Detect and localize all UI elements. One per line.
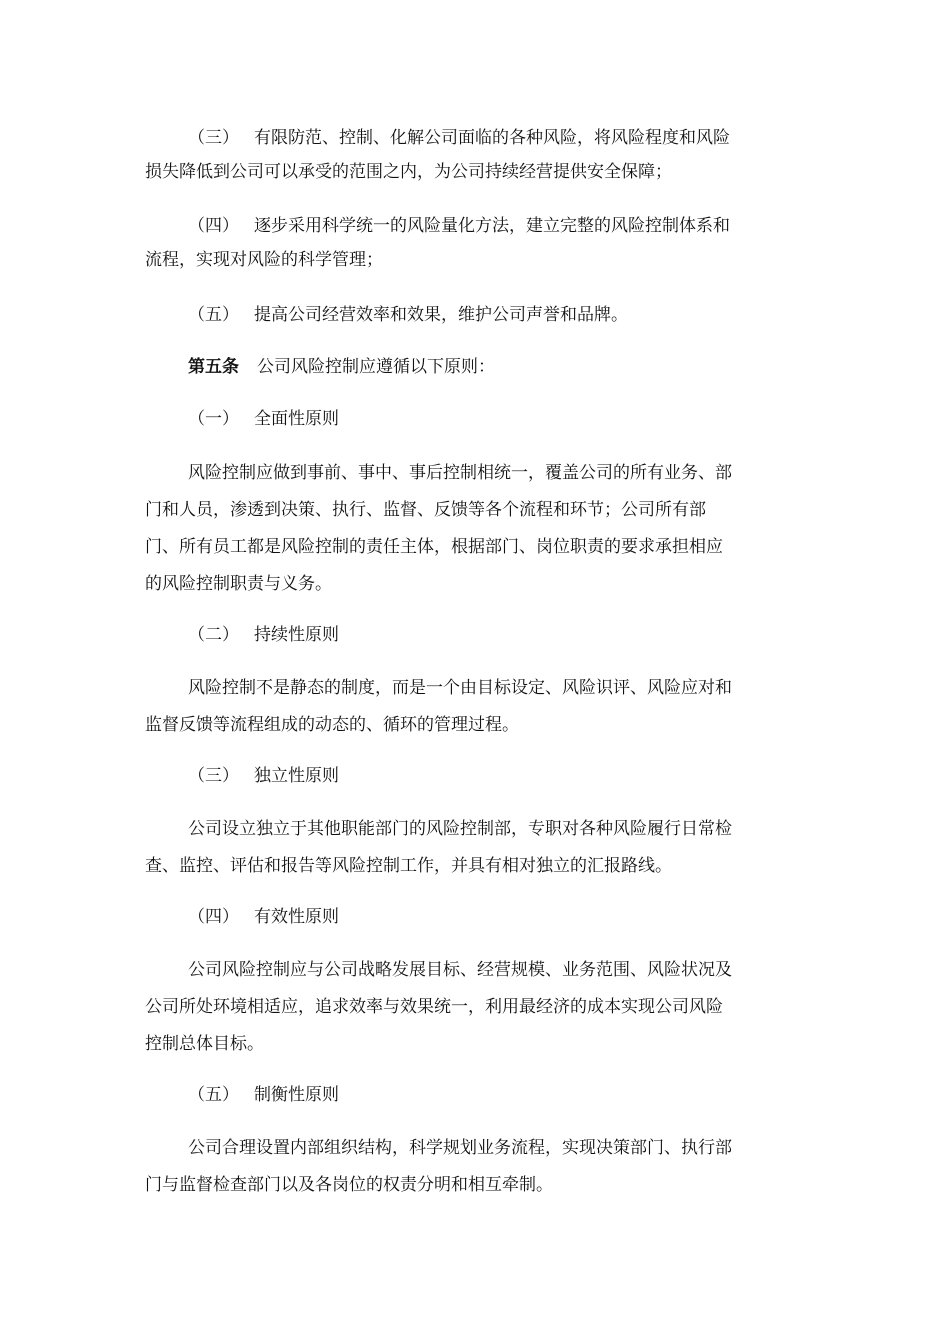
- principle-1-body: [145, 456, 810, 601]
- article-5-label: 第五条: [188, 357, 239, 377]
- principle-3-body: [145, 812, 810, 883]
- article-5: [145, 350, 810, 384]
- principle-4-body: [145, 953, 810, 1061]
- principle-4-heading: [145, 900, 810, 934]
- principle-5-heading: [145, 1078, 810, 1112]
- principle-5-body: [145, 1131, 810, 1202]
- objective-item-3-line-2: 损失降低到公司可以承受的范围之内，为公司持续经营提供安全保障；: [145, 162, 672, 182]
- objective-item-5-line-1: （五） 提高公司经营效率和效果，维护公司声誉和品牌。: [145, 298, 810, 332]
- article-5-text: 公司风险控制应遵循以下原则：: [257, 357, 495, 377]
- objective-item-3: [145, 121, 810, 189]
- principle-1-number: （一）: [188, 409, 239, 429]
- objective-item-4-line-2: 流程，实现对风险的科学管理；: [145, 250, 383, 270]
- objective-item-5-number: （五）: [188, 305, 239, 325]
- principle-2-line: 风险控制不是静态的制度，而是一个由目标设定、风险识评、风险应对和: [188, 678, 732, 698]
- objective-item-3-line-1: （三） 有限防范、控制、化解公司面临的各种风险，将风险程度和风险: [145, 121, 810, 155]
- objective-item-4-number: （四）: [188, 216, 239, 236]
- principle-2-body: [145, 671, 810, 742]
- principle-2-title: 持续性原则: [254, 625, 339, 645]
- principle-3-line: 查、监控、评估和报告等风险控制工作，并具有相对独立的汇报路线。: [145, 856, 672, 876]
- principle-5-line: 公司合理设置内部组织结构，科学规划业务流程，实现决策部门、执行部: [188, 1138, 732, 1158]
- principle-4-number: （四）: [188, 907, 239, 927]
- principle-2-number: （二）: [188, 625, 239, 645]
- objective-item-4-line-1: （四） 逐步采用科学统一的风险量化方法，建立完整的风险控制体系和: [145, 209, 810, 243]
- principle-5-line: 门与监督检查部门以及各岗位的权责分明和相互牵制。: [145, 1175, 553, 1195]
- principle-3-title: 独立性原则: [254, 766, 339, 786]
- principle-1-line: 门、所有员工都是风险控制的责任主体，根据部门、岗位职责的要求承担相应: [145, 537, 723, 557]
- principle-3-line: 公司设立独立于其他职能部门的风险控制部，专职对各种风险履行日常检: [188, 819, 732, 839]
- principle-1-line: 门和人员，渗透到决策、执行、监督、反馈等各个流程和环节；公司所有部: [145, 500, 706, 520]
- objective-item-5: [145, 298, 810, 332]
- principle-1-line: 的风险控制职责与义务。: [145, 574, 332, 594]
- objective-item-4: [145, 209, 810, 277]
- principle-2-heading: [145, 618, 810, 652]
- principle-4-line: 控制总体目标。: [145, 1034, 264, 1054]
- principle-1-line: 风险控制应做到事前、事中、事后控制相统一，覆盖公司的所有业务、部: [188, 463, 732, 483]
- principle-5-number: （五）: [188, 1085, 239, 1105]
- principle-4-title: 有效性原则: [254, 907, 339, 927]
- principle-2-line: 监督反馈等流程组成的动态的、循环的管理过程。: [145, 715, 519, 735]
- principle-1-heading: [145, 402, 810, 436]
- principle-3-heading: [145, 759, 810, 793]
- principle-5-title: 制衡性原则: [254, 1085, 339, 1105]
- article-5-heading: [145, 350, 810, 384]
- principle-3-number: （三）: [188, 766, 239, 786]
- principle-4-line: 公司风险控制应与公司战略发展目标、经营规模、业务范围、风险状况及: [188, 960, 732, 980]
- principle-4-line: 公司所处环境相适应，追求效率与效果统一，利用最经济的成本实现公司风险: [145, 997, 723, 1017]
- principle-1-title: 全面性原则: [254, 409, 339, 429]
- objective-item-3-number: （三）: [188, 128, 239, 148]
